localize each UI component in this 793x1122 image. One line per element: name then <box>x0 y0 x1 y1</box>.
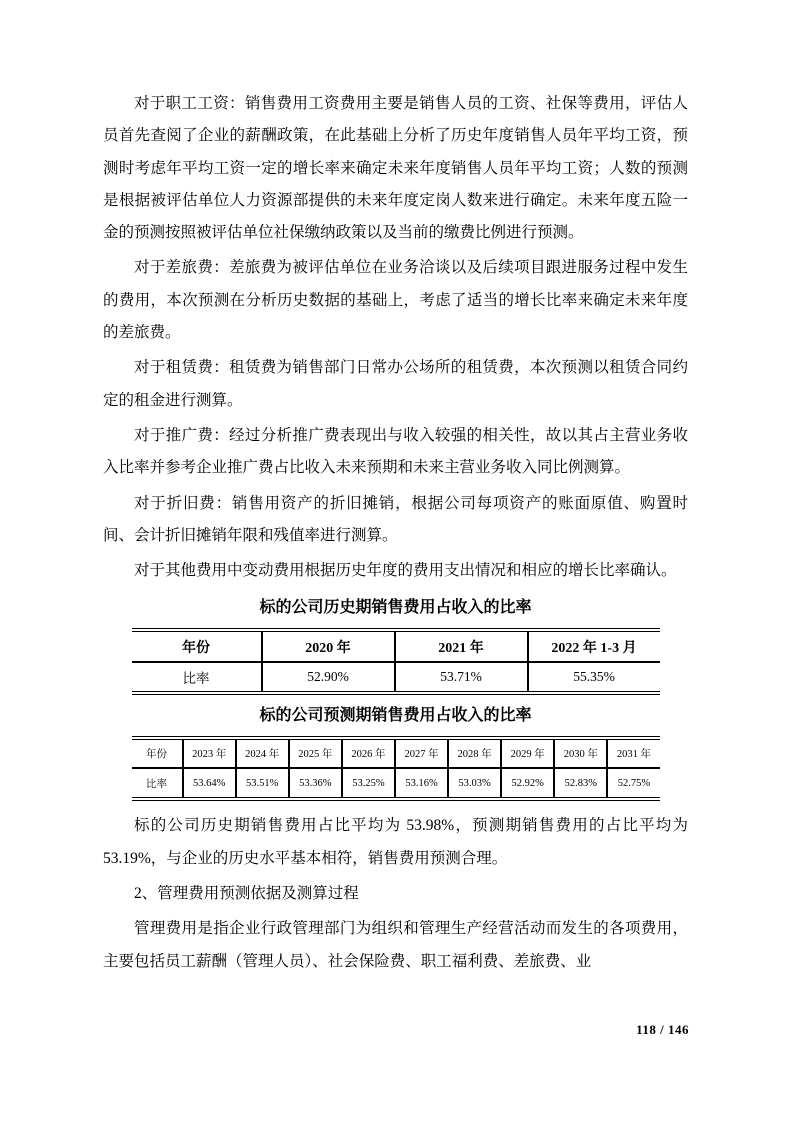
cell-ratio-2025: 53.36% <box>288 769 341 797</box>
history-ratio-table-title: 标的公司历史期销售费用占收入的比率 <box>259 599 532 617</box>
header-cell-2022q1: 2022 年 1-3 月 <box>527 632 660 663</box>
paragraph-rental-fee: 对于租赁费：租赁费为销售部门日常办公场所的租赁费，本次预测以租赁合同约定的租金进行测算。 <box>103 359 688 409</box>
cell-ratio-2029: 52.92% <box>500 769 553 797</box>
header-cell-2026: 2026 年 <box>341 740 394 769</box>
history-ratio-table <box>132 628 660 695</box>
header-cell-2031: 2031 年 <box>606 740 659 769</box>
table-header-row <box>132 740 660 769</box>
header-cell-2027: 2027 年 <box>394 740 447 769</box>
header-cell-2023: 2023 年 <box>182 740 235 769</box>
table-row-ratio <box>132 769 660 797</box>
cell-ratio-label: 比率 <box>182 671 210 687</box>
section-heading-admin-expense: 2、管理费用预测依据及测算过程 <box>134 885 359 903</box>
header-cell-2028: 2028 年 <box>447 740 500 769</box>
header-cell-2029: 2029 年 <box>500 740 553 769</box>
cell-ratio-2024: 53.51% <box>235 769 288 797</box>
cell-ratio-2023: 53.64% <box>182 769 235 797</box>
cell-ratio-2022q1: 55.35% <box>527 663 660 691</box>
forecast-ratio-table-title: 标的公司预测期销售费用占收入的比率 <box>259 707 532 725</box>
paragraph-promotion-fee: 对于推广费：经过分析推广费表现出与收入较强的相关性，故以其占主营业务收入比率并参考企业推广费占比收入未来预期和未来主营业务收入同比例测算。 <box>103 426 688 477</box>
paragraph-travel-expense: 对于差旅费：差旅费为被评估单位在业务洽谈以及后续项目跟进服务过程中发生的费用，本次预测在分析历史数据的基础上，考虑了适当的增长比率来确定未来年度的差旅费。 <box>103 259 688 342</box>
cell-ratio-label: 比率 <box>146 778 168 790</box>
page-number: 118 / 146 <box>636 1022 689 1037</box>
cell-ratio-2031: 52.75% <box>606 769 659 797</box>
cell-ratio-2026: 53.25% <box>341 769 394 797</box>
paragraph-admin-expense-intro: 管理费用是指企业行政管理部门为组织和管理生产经营活动而发生的各项费用，主要包括员工薪酬（管理人员）、社会保险费、职工福利费、差旅费、业 <box>103 920 688 970</box>
paragraph-ratio-summary: 标的公司历史期销售费用占比平均为 53.98%，预测期销售费用的占比平均为 53.19%，与企业的历史水平基本相符，销售费用预测合理。 <box>103 817 688 867</box>
header-cell-2020: 2020 年 <box>261 632 394 663</box>
table-header-row <box>132 632 660 663</box>
header-cell-year: 年份 <box>132 632 261 663</box>
paragraph-staff-salary: 对于职工工资：销售费用工资费用主要是销售人员的工资、社保等费用，评估人员首先查阅了企业的薪酬政策，在此基础上分析了历史年度销售人员年平均工资，预测时考虑年平均工资一定的增长率来确定未来年度销售人员年平均工资；人数的预测是根据被评估单位人力资源部提供的未来年度定岗人数来进行确定。未来年度五险一金的预测按照被评估单位社保缴纳政策以及当前的缴费比例进行预测。 <box>103 95 688 242</box>
cell-ratio-2030: 52.83% <box>553 769 606 797</box>
cell-ratio-2020: 52.90% <box>261 663 394 691</box>
cell-ratio-2028: 53.03% <box>447 769 500 797</box>
table-row-ratio <box>132 663 660 691</box>
cell-ratio-2027: 53.16% <box>394 769 447 797</box>
header-cell-2024: 2024 年 <box>235 740 288 769</box>
paragraph-other-expense: 对于其他费用中变动费用根据历史年度的费用支出情况和相应的增长比率确认。 <box>134 562 677 580</box>
header-cell-2030: 2030 年 <box>553 740 606 769</box>
header-cell-year: 年份 <box>132 740 182 769</box>
forecast-ratio-table <box>132 736 660 801</box>
paragraph-depreciation-fee: 对于折旧费：销售用资产的折旧摊销，根据公司每项资产的账面原值、购置时间、会计折旧摊销年限和残值率进行测算。 <box>103 494 688 544</box>
cell-ratio-2021: 53.71% <box>394 663 527 691</box>
header-cell-2021: 2021 年 <box>394 632 527 663</box>
header-cell-2025: 2025 年 <box>288 740 341 769</box>
